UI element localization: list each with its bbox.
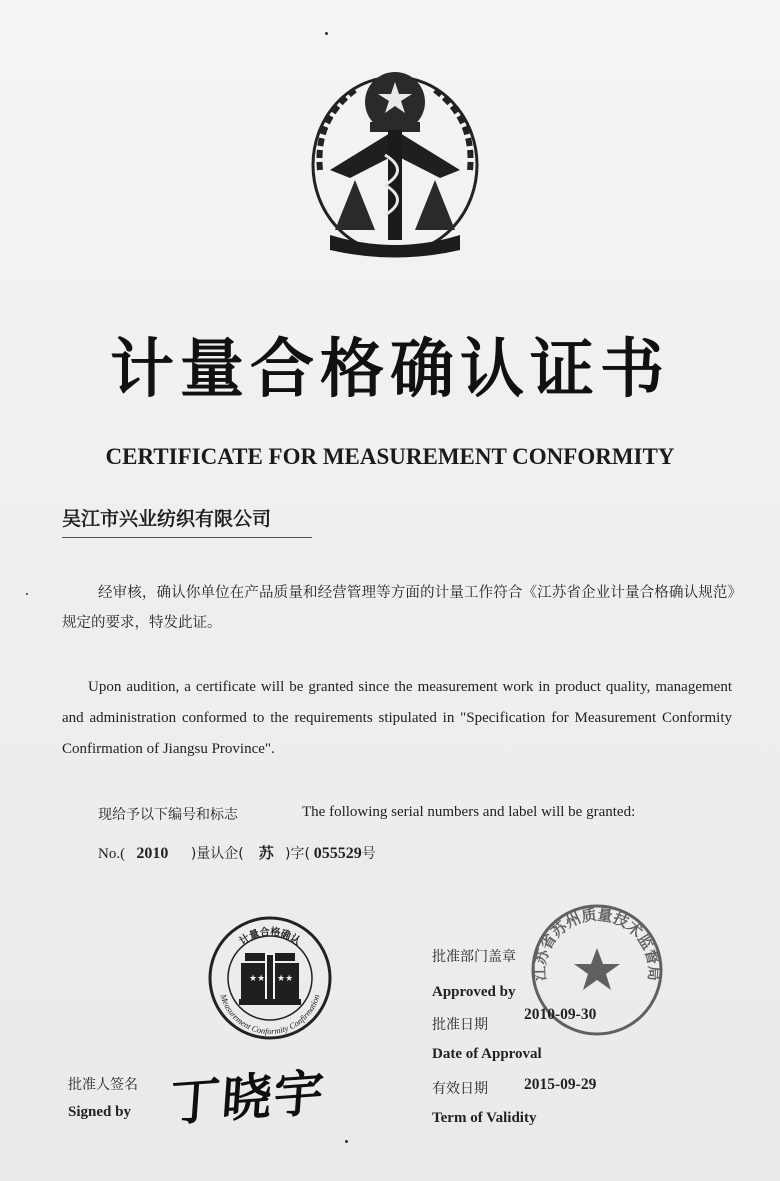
signed-by-label-cn: 批准人签名 (68, 1077, 138, 1093)
cmc-conformity-logo-icon (205, 913, 335, 1043)
body-text-cn: 经审核，确认你单位在产品质量和经营管理等方面的计量工作符合《江苏省企业计量合格确认规范》规定的要求，特发此证。 (62, 585, 742, 631)
number-serial: 055529 (313, 845, 362, 862)
number-suffix: 号 (361, 846, 376, 862)
number-region: 苏 (258, 844, 274, 862)
serial-label-en: The following serial numbers and label will be granted: (302, 804, 636, 820)
paper-speck (26, 593, 28, 595)
handwritten-signature: 丁晓宇 (167, 1063, 328, 1133)
svg-text:Measurement Conformity Confirm: Measurement Conformity Confirmation (218, 992, 322, 1037)
number-prefix: No.( (98, 846, 126, 862)
svg-text:江苏省苏州质量技术监督局: 江苏省苏州质量技术监督局 (530, 905, 664, 982)
svg-text:★★: ★★ (277, 974, 294, 984)
signature-block (68, 1074, 138, 1121)
serial-label-line (98, 804, 738, 824)
approval-date-label-cn: 批准日期 (432, 1017, 488, 1033)
number-year: 2010 (136, 845, 169, 862)
body-text-en: Upon audition, a certificate will be granted since the measurement work in product quality, management and administration conformed to the requirements stipulated in "Specification for Measurement Conformity Confirmation of Jiangsu Province". (62, 679, 732, 757)
certificate-number (98, 842, 376, 863)
certificate-title-cn: 计量合格确认证书 (110, 333, 670, 407)
validity-label-en: Term of Validity (432, 1110, 537, 1126)
approved-by-label-cn: 批准部门盖章 (432, 949, 516, 965)
validity-label-cn: 有效日期 (432, 1081, 488, 1097)
serial-label-cn: 现给予以下编号和标志 (98, 807, 238, 823)
svg-text:★★: ★★ (249, 974, 266, 984)
paper-speck (325, 32, 328, 35)
number-mid1: )量认企( (190, 846, 244, 862)
approved-by-label-en: Approved by (432, 984, 516, 1000)
number-mid2: )字( (285, 846, 310, 862)
certificate-title-en: CERTIFICATE FOR MEASUREMENT CONFORMITY (105, 444, 675, 469)
svg-text:计量合格确认: 计量合格确认 (237, 926, 303, 948)
paper-speck (345, 1140, 348, 1143)
validity-date-value: 2015-09-29 (524, 1076, 597, 1093)
signed-by-label-en: Signed by (68, 1104, 131, 1120)
national-emblem-icon (300, 60, 490, 265)
approval-date-label-en: Date of Approval (432, 1046, 542, 1062)
approval-date-value: 2010-09-30 (524, 1006, 597, 1023)
company-name: 吴江市兴业纺织有限公司 (62, 504, 312, 538)
